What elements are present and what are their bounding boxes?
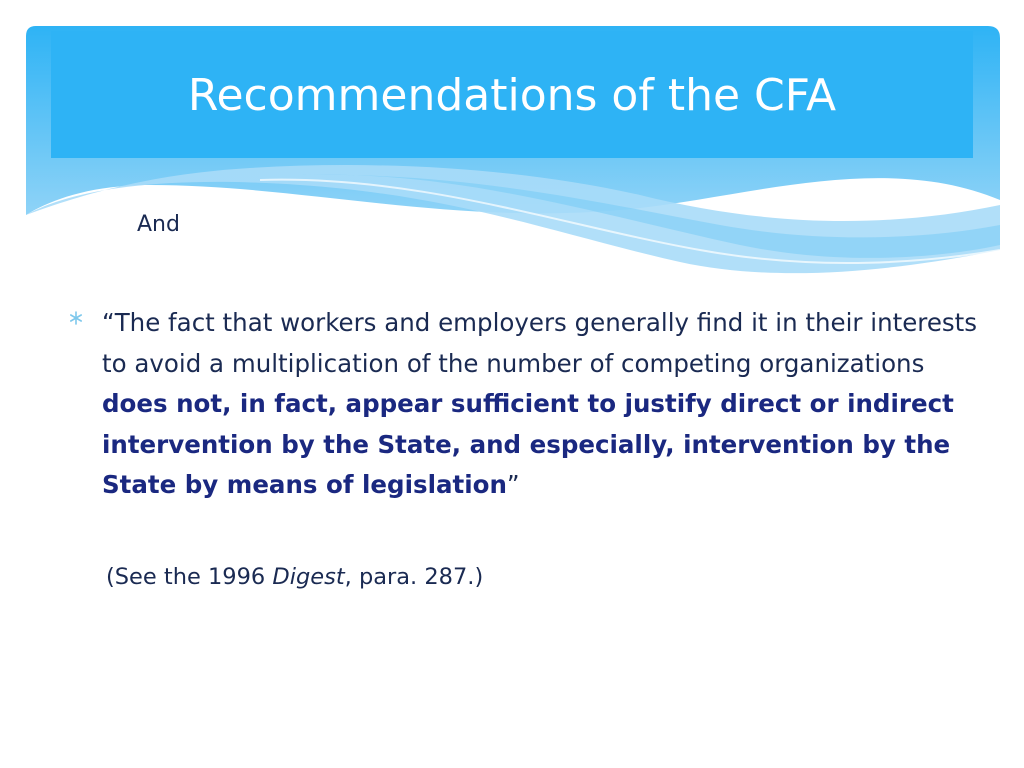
asterisk-bullet-icon (69, 311, 83, 325)
slide-title: Recommendations of the CFA (187, 70, 837, 121)
intro-text: And (137, 212, 180, 237)
quote-close-mark: ” (506, 470, 520, 499)
quote-text-regular: The fact that workers and employers generally find it in their interests to avoid a multiplication of the number of competing organizations (102, 308, 978, 378)
citation (106, 559, 483, 595)
citation-suffix: , para. 287.) (344, 564, 484, 590)
quote-open-mark: “ (102, 308, 115, 337)
citation-italic: Digest (272, 564, 345, 590)
quote-text-bold: does not, in fact, appear sufficient to justify direct or indirect intervention by the State, and especially, intervention by the State by means of legislation (102, 389, 954, 499)
quote-bullet (102, 303, 982, 506)
citation-prefix: (See the 1996 (106, 564, 273, 590)
